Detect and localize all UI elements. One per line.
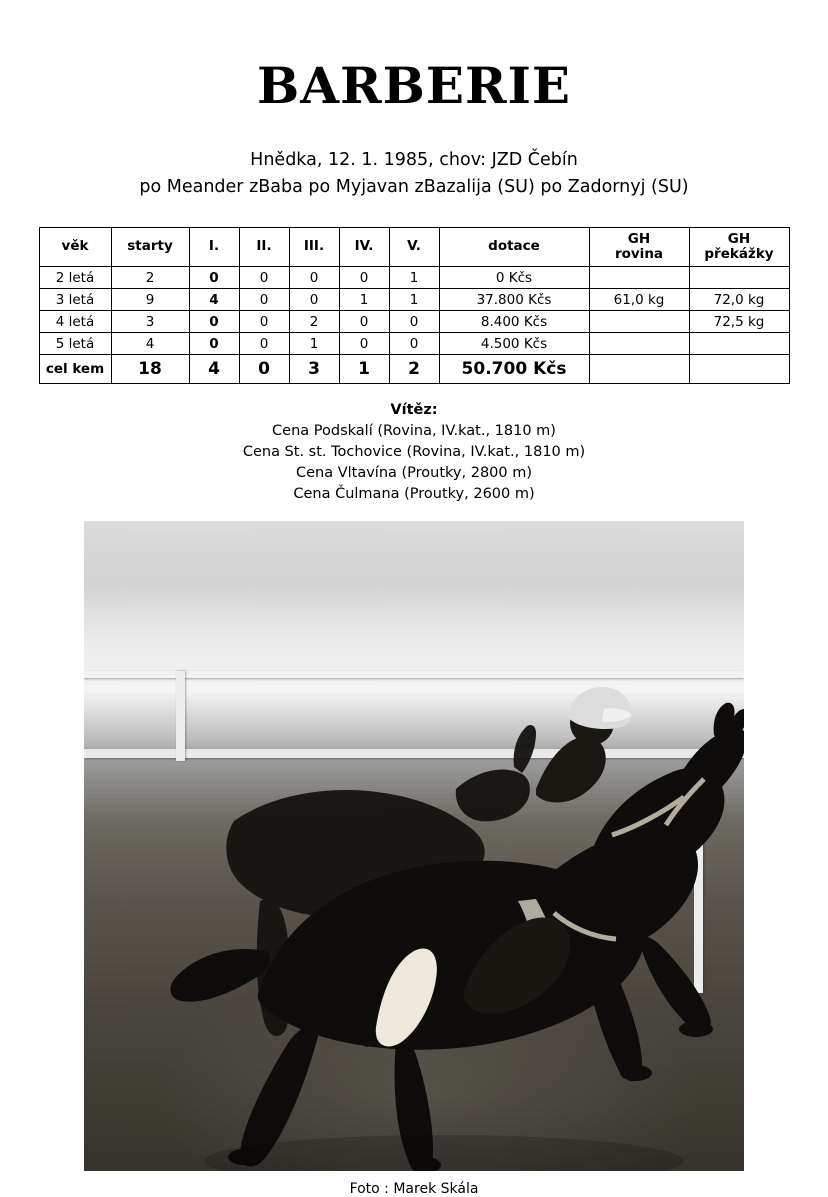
cell-third: 0 <box>289 289 339 311</box>
cell-total-prize-money: 50.700 Kčs <box>439 355 589 384</box>
table-header-row <box>39 228 789 267</box>
cell-total-gh-flat <box>589 355 689 384</box>
cell-total-starts: 18 <box>111 355 189 384</box>
cell-starts: 9 <box>111 289 189 311</box>
cell-first: 0 <box>189 311 239 333</box>
cell-total-first: 4 <box>189 355 239 384</box>
cell-total-gh-jumps <box>689 355 789 384</box>
cell-age: 4 letá <box>39 311 111 333</box>
cell-gh-jumps: 72,5 kg <box>689 311 789 333</box>
cell-second: 0 <box>239 311 289 333</box>
cell-fourth: 0 <box>339 311 389 333</box>
cell-gh-flat <box>589 311 689 333</box>
cell-fifth: 1 <box>389 267 439 289</box>
cell-gh-flat: 61,0 kg <box>589 289 689 311</box>
cell-total-fifth: 2 <box>389 355 439 384</box>
gh-jumps-line1: GH <box>727 230 751 247</box>
cell-age: 5 letá <box>39 333 111 355</box>
photo-credit: Foto : Marek Skála <box>349 1181 479 1197</box>
cell-second: 0 <box>239 267 289 289</box>
winner-race: Cena Podskalí (Rovina, IV.kat., 1810 m) <box>272 423 556 440</box>
pedigree-block <box>0 147 828 201</box>
cell-total-label: cel kem <box>39 355 111 384</box>
table-total-row <box>39 355 789 384</box>
gh-flat-line2: rovina <box>614 246 664 263</box>
race-photograph <box>84 521 744 1171</box>
cell-prize-money: 37.800 Kčs <box>439 289 589 311</box>
cell-gh-flat <box>589 267 689 289</box>
col-header-starts: starty <box>111 228 189 267</box>
cell-starts: 3 <box>111 311 189 333</box>
pedigree-granddam-part: Bazalija (SU) po Zadornyj (SU) <box>423 177 689 198</box>
table-row <box>39 311 789 333</box>
winner-race: Cena St. st. Tochovice (Rovina, IV.kat., 1810 m) <box>242 444 586 461</box>
film-grain-overlay <box>84 521 744 1171</box>
cell-fourth: 1 <box>339 289 389 311</box>
cell-starts: 4 <box>111 333 189 355</box>
pedigree-dam-part: Baba po Myjavan z <box>258 177 424 198</box>
cell-first: 0 <box>189 333 239 355</box>
cell-gh-flat <box>589 333 689 355</box>
col-header-age: věk <box>39 228 111 267</box>
pedigree-line-2 <box>0 174 828 201</box>
col-header-gh-flat <box>589 228 689 267</box>
cell-age: 3 letá <box>39 289 111 311</box>
pedigree-sire-part: po Meander z <box>139 177 259 198</box>
col-header-gh-jumps <box>689 228 789 267</box>
career-stats-table <box>39 227 790 384</box>
cell-gh-jumps: 72,0 kg <box>689 289 789 311</box>
page-title: BARBERIE <box>256 56 572 115</box>
table-row <box>39 289 789 311</box>
cell-total-third: 3 <box>289 355 339 384</box>
cell-fifth: 0 <box>389 311 439 333</box>
cell-third: 1 <box>289 333 339 355</box>
cell-third: 2 <box>289 311 339 333</box>
winner-section <box>0 400 828 505</box>
cell-age: 2 letá <box>39 267 111 289</box>
cell-prize-money: 8.400 Kčs <box>439 311 589 333</box>
pedigree-line-1: Hnědka, 12. 1. 1985, chov: JZD Čebín <box>250 150 578 170</box>
cell-second: 0 <box>239 333 289 355</box>
cell-second: 0 <box>239 289 289 311</box>
cell-fourth: 0 <box>339 267 389 289</box>
cell-total-fourth: 1 <box>339 355 389 384</box>
cell-fifth: 0 <box>389 333 439 355</box>
cell-total-second: 0 <box>239 355 289 384</box>
cell-gh-jumps <box>689 267 789 289</box>
cell-prize-money: 4.500 Kčs <box>439 333 589 355</box>
col-header-first: I. <box>189 228 239 267</box>
col-header-prize-money: dotace <box>439 228 589 267</box>
winner-race: Cena Čulmana (Proutky, 2600 m) <box>293 486 535 503</box>
col-header-third: III. <box>289 228 339 267</box>
cell-gh-jumps <box>689 333 789 355</box>
winner-heading: Vítěz: <box>390 402 438 419</box>
cell-fourth: 0 <box>339 333 389 355</box>
cell-first: 4 <box>189 289 239 311</box>
cell-first: 0 <box>189 267 239 289</box>
cell-fifth: 1 <box>389 289 439 311</box>
cell-prize-money: 0 Kčs <box>439 267 589 289</box>
cell-starts: 2 <box>111 267 189 289</box>
winner-race: Cena Vltavína (Proutky, 2800 m) <box>295 465 533 482</box>
table-row <box>39 267 789 289</box>
col-header-fifth: V. <box>389 228 439 267</box>
cell-third: 0 <box>289 267 339 289</box>
col-header-second: II. <box>239 228 289 267</box>
col-header-fourth: IV. <box>339 228 389 267</box>
gh-flat-line1: GH <box>627 230 651 247</box>
gh-jumps-line2: překážky <box>704 246 774 263</box>
table-row <box>39 333 789 355</box>
